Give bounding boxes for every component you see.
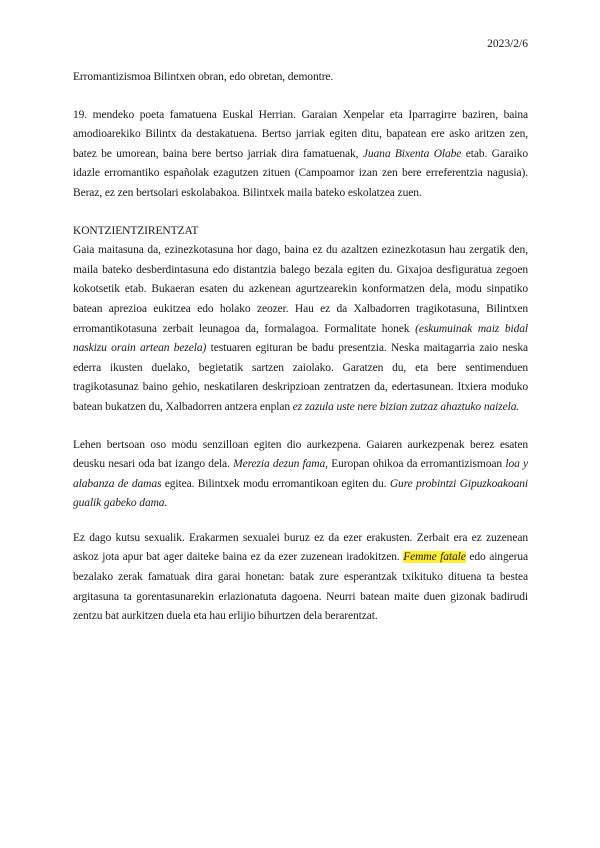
quote-merezia: Merezia dezun fama, (233, 458, 328, 471)
paragraph-intro-text-a: 19. mendeko poeta famatuena Euskal Herrian. Garaian Xenpelar eta Iparragirre baziren, baina amodioarekiko Bilintx da destakatuena. Bertso jarriak egiten ditu, bapatean ere asko aritzen zen, batez be umorean, baina bere bertso jarriak dira famatuenak, (73, 108, 528, 160)
paragraph-first-verse-text-c: egitea. Bilintxek modu erromantikoan egiten du. (164, 477, 387, 490)
paragraph-intro (73, 106, 528, 204)
paragraph-sexuality-text-b: edo aingerua bezalako zerak famatuak dira garai honetan: batak zure esperantzak txikituko dituena ta bestea argitasuna ta gorentasunarekin erlazionatuta dagoena. Neurri batean maite duen gizonak badirudi zentzu bat aurkitzen duela eta hau erlijio bihurtzen dela berarentzat. (73, 551, 528, 623)
document-body (73, 68, 528, 627)
quote-eskumuinak: (eskumuinak maiz bidal naskizu orain artean bezela) (73, 322, 528, 355)
document-date: 2023/2/6 (487, 38, 528, 50)
paragraph-first-verse-text-a: Lehen bertsoan oso modu senzilloan egiten dio aurkezpena. Gaiaren aurkezpenak berez esaten deusku nesari oda bat izango dela. (73, 438, 528, 471)
paragraph-analysis (73, 241, 528, 417)
paragraph-sexuality (73, 529, 528, 627)
poem-title-juana-bixenta: Juana Bixenta Olabe (362, 147, 462, 160)
section-heading: KONTZIENTZIRENTZAT (73, 224, 199, 237)
paragraph-sexuality-text-a: Ez dago kutsu sexualik. Erakarmen sexualei buruz ez da ezer erakusten. Zerbait era ez zuzenean askoz jota apur bat ager daiteke baina ez da ezer zuzenean iradokitzen. (73, 531, 528, 564)
paragraph-intro-text-b: etab. Garaiko idazle erromantiko españolak ezagutzen zituen (Campoamor izan zen bere erreferentzia nagusia). Beraz, ez zen bertsolari eskolabakoa. Bilintxek maila bateko eskolatzea zuen. (73, 147, 528, 199)
quote-loa-alabanza: loa y alabanza de damas (73, 458, 529, 490)
quote-gure-probintzi: Gure probintzi Gipuzkoakoani gualik gabeko dama. (73, 477, 528, 510)
quote-ez-zazula: ez zazula uste nere bizian zutzaz ahaztuko naizela. (292, 400, 520, 413)
paragraph-first-verse-text-b: Europan ohikoa da erromantizismoan (331, 458, 503, 471)
document-title: Erromantizismoa Bilintxen obran, edo obretan, demontre. (73, 71, 334, 83)
highlight-femme-fatale: Femme fatale (403, 551, 466, 564)
paragraph-analysis-text-a: Gaia maitasuna da, ezinezkotasuna hor dago, baina ez du azaltzen ezinezkotasun hau zergatik den, maila bateko desberdintasuna edo distantzia balego bezala egiten du. Gixajoa desfiguratua zegoen kokotsetik etab. Bukaeran esaten du azkenean agurtzearekin konformatzen dela, modu sinpatiko batean aprezioa eukitzea edo holako zeozer. Hau ez da Xalbadorren tragikotasuna, Bilintxen erromantikotasuna zerbait leunagoa da, formalagoa. Formalitate honek (73, 244, 528, 335)
paragraph-first-verse (73, 436, 528, 514)
paragraph-analysis-text-b: testuaren egituran be badu presentzia. Neska maitagarria zaio neska ederra ikusten duelako, begietatik sartzen zaiolako. Garatzen du, eta bere sentimenduen tragikotasunaz baino gehio, neskatilaren deskripzioan zentratzen da, edertasunean. Itxiera moduko batean bukatzen du, Xalbadorren antzera enplan (73, 342, 528, 413)
